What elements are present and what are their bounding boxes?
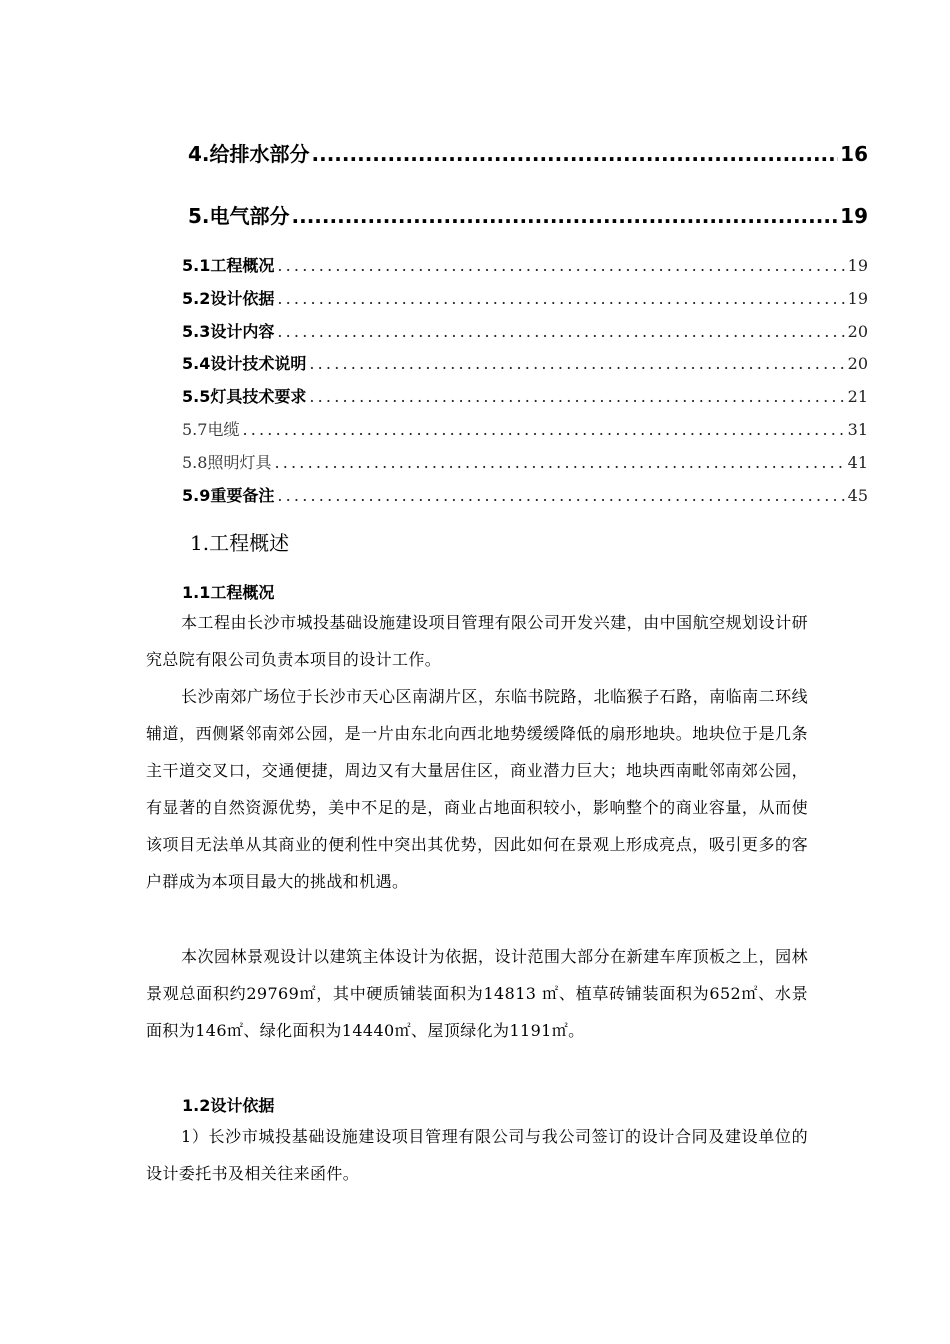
toc-entry-sub[interactable] <box>182 384 868 407</box>
toc-leader-dots <box>274 453 844 472</box>
toc-entry-label: 4.给排水部分 <box>188 142 310 166</box>
toc-entry-label: 5.1工程概况 <box>182 256 275 275</box>
body-paragraph: 长沙南郊广场位于长沙市天心区南湖片区，东临书院路，北临猴子石路，南临南二环线辅道，西侧紧邻南郊公园，是一片由东北向西北地势缓缓降低的扇形地块。地块位于是几条主干道交叉口，交通便捷，周边又有大量居住区，商业潜力巨大；地块西南毗邻南郊公园，有显著的自然资源优势，美中不足的是，商业占地面积较小，影响整个的商业容量，从而使该项目无法单从其商业的便利性中突出其优势，因此如何在景观上形成亮点，吸引更多的客户群成为本项目最大的挑战和机遇。 <box>146 687 808 891</box>
toc-leader-dots <box>277 322 844 341</box>
toc-leader-dots <box>277 289 844 308</box>
toc-leader-dots <box>242 420 844 439</box>
body-paragraph: 本工程由长沙市城投基础设施建设项目管理有限公司开发兴建，由中国航空规划设计研究总院有限公司负责本项目的设计工作。 <box>146 613 808 669</box>
toc-page-number: 19 <box>847 256 868 275</box>
toc-entry-sub[interactable] <box>182 483 868 506</box>
toc-page-number: 19 <box>847 289 868 308</box>
toc-entry-label: 5.9重要备注 <box>182 486 275 505</box>
toc-leader-dots <box>292 204 839 228</box>
toc-entry-sub[interactable] <box>182 417 868 440</box>
toc-entry-sub[interactable] <box>182 351 868 374</box>
toc-page-number: 45 <box>847 486 868 505</box>
toc-leader-dots <box>277 486 844 505</box>
section-heading: 1.工程概述 <box>190 531 290 555</box>
toc-entry-sub[interactable] <box>182 286 868 309</box>
toc-leader-dots <box>277 256 844 275</box>
toc-leader-dots <box>312 142 839 166</box>
toc-entry-sub[interactable] <box>182 450 868 473</box>
body-paragraph: 本次园林景观设计以建筑主体设计为依据，设计范围大部分在新建车库顶板之上，园林景观总面积约29769㎡，其中硬质铺装面积为14813 ㎡、植草砖铺装面积为652㎡、水景面积为146㎡、绿化面积为14440㎡、屋顶绿化为1191㎡。 <box>146 947 808 1040</box>
toc-entry-label: 5.4设计技术说明 <box>182 354 307 373</box>
toc-entry-label: 5.电气部分 <box>188 204 290 228</box>
body-paragraph: 1）长沙市城投基础设施建设项目管理有限公司与我公司签订的设计合同及建设单位的设计委托书及相关往来函件。 <box>146 1127 808 1183</box>
toc-page-number: 16 <box>840 142 868 166</box>
toc-entry-sub[interactable] <box>182 319 868 342</box>
toc-entry-label: 5.2设计依据 <box>182 289 275 308</box>
toc-leader-dots <box>309 387 844 406</box>
toc-entry-label: 5.5灯具技术要求 <box>182 387 307 406</box>
toc-entry-main[interactable] <box>188 138 868 167</box>
subsection-title: 1.2设计依据 <box>182 1096 275 1115</box>
toc-leader-dots <box>309 354 844 373</box>
toc-entry-label: 5.3设计内容 <box>182 322 275 341</box>
toc-entry-main[interactable] <box>188 200 868 229</box>
toc-page-number: 20 <box>847 354 868 373</box>
toc-entry-sub[interactable] <box>182 253 868 276</box>
subsection-title: 1.1工程概况 <box>182 583 275 602</box>
toc-page-number: 41 <box>847 453 868 472</box>
toc-entry-label: 5.7电缆 <box>182 420 240 439</box>
toc-page-number: 31 <box>847 420 868 439</box>
toc-page-number: 20 <box>847 322 868 341</box>
toc-page-number: 21 <box>847 387 868 406</box>
toc-page-number: 19 <box>840 204 868 228</box>
toc-entry-label: 5.8照明灯具 <box>182 453 272 472</box>
